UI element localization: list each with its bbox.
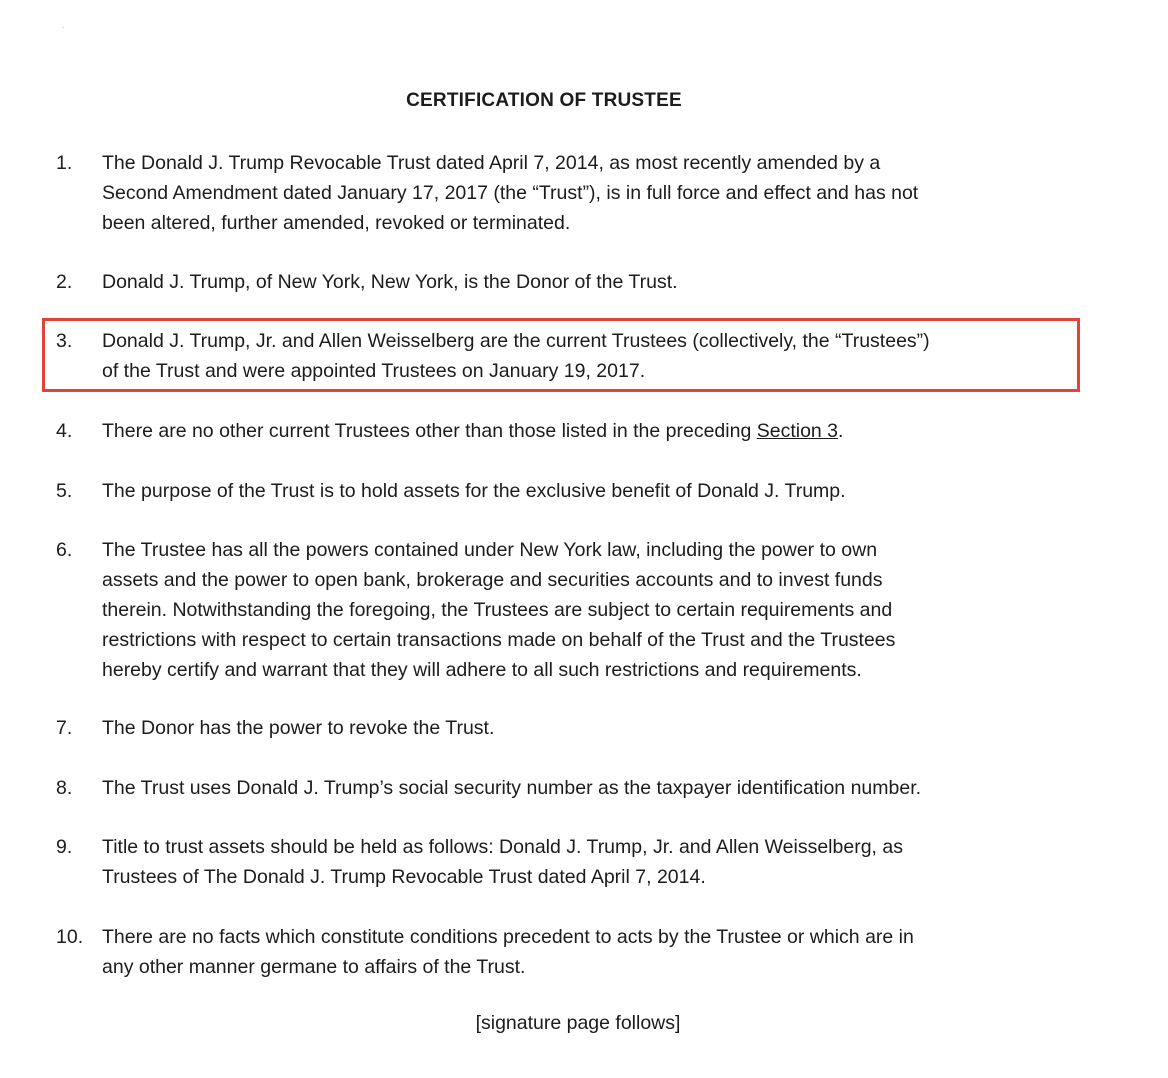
item-text [102, 416, 1067, 446]
signature-page-note: [signature page follows] [475, 1012, 681, 1034]
item-line: The Donald J. Trump Revocable Trust dated April 7, 2014, as most recently amended by a [102, 152, 881, 174]
item-text [102, 832, 1067, 892]
item-line [102, 416, 1067, 446]
item-number: 2. [56, 271, 73, 293]
item-number: 6. [56, 539, 73, 561]
item-text [102, 773, 1067, 803]
item-text [102, 476, 1067, 506]
item-line: of the Trust and were appointed Trustees on January 19, 2017. [102, 360, 646, 382]
scan-speck [62, 27, 64, 28]
item-text [102, 326, 1067, 386]
item-line: any other manner germane to affairs of the Trust. [102, 956, 526, 978]
item-line: assets and the power to open bank, brokerage and securities accounts and to invest funds [102, 569, 883, 591]
item-line: The purpose of the Trust is to hold assets for the exclusive benefit of Donald J. Trump. [102, 480, 846, 502]
item-text [102, 535, 1067, 685]
item-line: Trustees of The Donald J. Trump Revocable Trust dated April 7, 2014. [102, 866, 706, 888]
document-title: CERTIFICATION OF TRUSTEE [406, 90, 682, 111]
item-number: 10. [56, 926, 84, 948]
section-reference-link: Section 3 [756, 420, 839, 442]
item-text-prefix: There are no other current Trustees other than those listed in the preceding [102, 420, 757, 442]
item-line: Title to trust assets should be held as follows: Donald J. Trump, Jr. and Allen Weisselberg, as [102, 836, 903, 858]
item-number: 5. [56, 480, 73, 502]
item-number: 7. [56, 717, 73, 739]
item-line: There are no facts which constitute conditions precedent to acts by the Trustee or which are in [102, 926, 914, 948]
item-line: hereby certify and warrant that they will adhere to all such restrictions and requirements. [102, 659, 862, 681]
item-number: 9. [56, 836, 73, 858]
item-line: restrictions with respect to certain transactions made on behalf of the Trust and the Trustees [102, 629, 896, 651]
item-text [102, 148, 1067, 238]
item-number: 1. [56, 152, 73, 174]
item-line: therein. Notwithstanding the foregoing, the Trustees are subject to certain requirements and [102, 599, 893, 621]
item-text [102, 922, 1067, 982]
item-line: Second Amendment dated January 17, 2017 (the “Trust”), is in full force and effect and has not [102, 182, 919, 204]
item-line: been altered, further amended, revoked or terminated. [102, 212, 571, 234]
item-text [102, 267, 1067, 297]
item-number: 3. [56, 330, 73, 352]
item-number: 4. [56, 420, 73, 442]
item-line: Donald J. Trump, Jr. and Allen Weisselberg are the current Trustees (collectively, the “Trustees”) [102, 330, 930, 352]
item-number: 8. [56, 777, 73, 799]
item-line: The Trustee has all the powers contained under New York law, including the power to own [102, 539, 878, 561]
item-line: Donald J. Trump, of New York, New York, is the Donor of the Trust. [102, 271, 678, 293]
item-line: The Trust uses Donald J. Trump’s social security number as the taxpayer identification number. [102, 777, 922, 799]
item-line: The Donor has the power to revoke the Trust. [102, 717, 495, 739]
item-text-suffix: . [838, 420, 844, 442]
item-text [102, 713, 1067, 743]
